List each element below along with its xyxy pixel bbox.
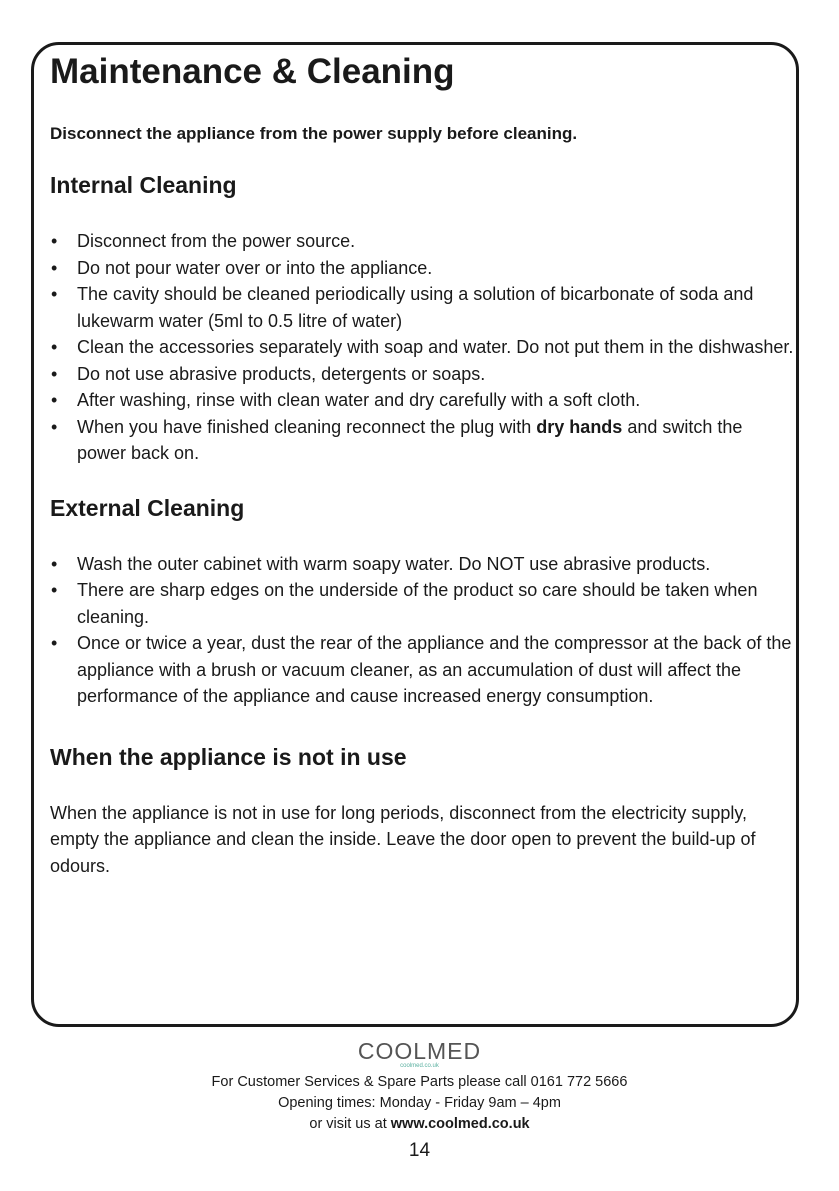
not-in-use-text: When the appliance is not in use for long periods, disconnect from the electricity supply, empty the appliance and clean the inside. Leave the door open to prevent the build-up of odours.: [50, 802, 756, 876]
page-number: 14: [408, 1140, 431, 1161]
external-cleaning-heading: External Cleaning: [50, 494, 245, 521]
list-item: [50, 414, 795, 467]
website-line: [0, 1114, 839, 1135]
customer-services-line: For Customer Services & Spare Parts please call 0161 772 5666: [211, 1074, 628, 1090]
list-item: • After washing, rinse with clean water and dry carefully with a soft cloth.: [50, 387, 795, 414]
list-item: • Do not pour water over or into the appliance.: [50, 255, 795, 282]
list-item-text: When you have finished cleaning reconnect the plug with: [77, 416, 537, 437]
footer-contact: [0, 1072, 839, 1135]
website-prefix: or visit us at: [309, 1116, 391, 1132]
coolmed-logo: [0, 1038, 839, 1069]
list-item: • The cavity should be cleaned periodically using a solution of bicarbonate of soda and lukewarm water (5ml to 0.5 litre of water): [50, 281, 795, 334]
internal-cleaning-heading: Internal Cleaning: [50, 172, 237, 198]
page-title: Maintenance & Cleaning: [50, 52, 455, 91]
list-item: • Do not use abrasive products, detergents or soaps.: [50, 361, 795, 388]
logo-text: COOLMED: [357, 1038, 482, 1064]
external-cleaning-list: [50, 551, 795, 710]
website-link[interactable]: www.coolmed.co.uk: [390, 1116, 530, 1132]
list-item: • Once or twice a year, dust the rear of the appliance and the compressor at the back of the appliance with a brush or vacuum cleaner, as an accumulation of dust will affect the performance of the appliance and cause increased energy consumption.: [50, 630, 795, 710]
dry-hands-emphasis: dry hands: [536, 416, 623, 437]
safety-warning: Disconnect the appliance from the power supply before cleaning.: [50, 124, 578, 143]
list-item: • There are sharp edges on the underside of the product so care should be taken when cleaning.: [50, 577, 795, 630]
internal-cleaning-list: [50, 228, 795, 467]
list-item: • Disconnect from the power source.: [50, 228, 795, 255]
list-item-text: and switch the power back on.: [77, 416, 743, 463]
logo-subtext: coolmed.co.uk: [400, 1063, 439, 1069]
main-content: [50, 50, 795, 897]
not-in-use-heading: When the appliance is not in use: [50, 743, 407, 770]
list-item: • Wash the outer cabinet with warm soapy water. Do NOT use abrasive products.: [50, 551, 795, 578]
list-item: • Clean the accessories separately with soap and water. Do not put them in the dishwasher.: [50, 334, 795, 361]
opening-times-line: Opening times: Monday - Friday 9am – 4pm: [278, 1095, 561, 1111]
